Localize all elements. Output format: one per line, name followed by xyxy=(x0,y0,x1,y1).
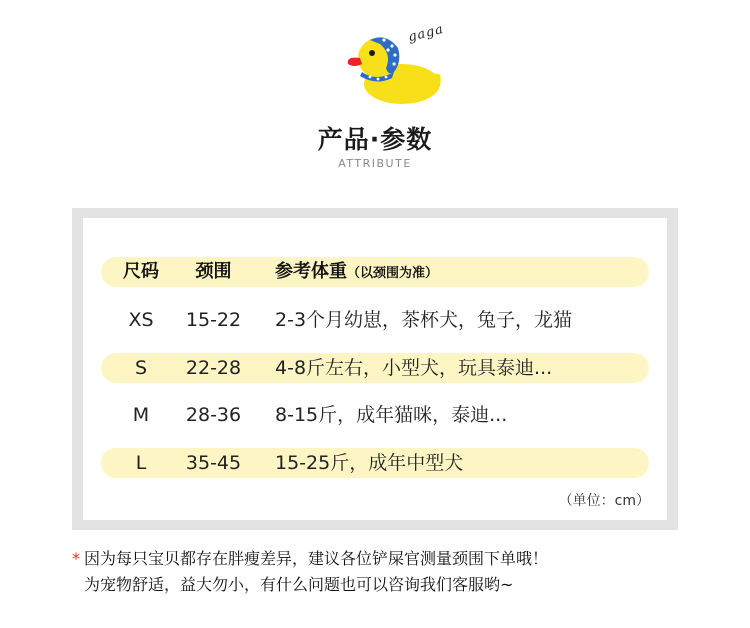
duck-mascot-icon xyxy=(340,28,450,108)
page-title: 产品·参数 xyxy=(317,125,433,154)
weight-cell: 2-3个月幼崽，茶杯犬，兔子，龙猫 xyxy=(275,309,573,331)
weight-cell: 8-15斤，成年猫咪，泰迪... xyxy=(275,404,508,426)
unit-note: （单位：cm） xyxy=(558,493,650,509)
column-header-size: 尺码 xyxy=(123,261,159,282)
size-cell: S xyxy=(134,357,148,379)
footnote-text-1: 因为每只宝贝都存在胖瘦差异，建议各位铲屎官测量颈围下单哦！ xyxy=(84,549,549,568)
table-header-row xyxy=(101,257,649,287)
column-header-weight xyxy=(275,257,438,287)
column-header-neck: 颈围 xyxy=(195,261,232,282)
neck-cell: 28-36 xyxy=(185,404,242,426)
weight-cell: 15-25斤，成年中型犬 xyxy=(275,452,464,474)
neck-cell: 15-22 xyxy=(185,309,242,331)
weight-cell: 4-8斤左右，小型犬，玩具泰迪... xyxy=(275,357,553,379)
table-row xyxy=(101,353,649,383)
neck-cell: 22-28 xyxy=(185,357,242,379)
column-header-weight-label: 参考体重 xyxy=(275,261,347,282)
duck-sound-text: gaga xyxy=(406,21,446,46)
table-row xyxy=(101,448,649,478)
size-cell: L xyxy=(135,452,147,474)
neck-cell: 35-45 xyxy=(185,452,242,474)
footnote-line-2: 为宠物舒适，益大勿小，有什么问题也可以咨询我们客服哟~ xyxy=(84,575,514,594)
size-cell: XS xyxy=(128,309,154,331)
size-cell: M xyxy=(132,404,150,426)
table-row xyxy=(101,305,649,335)
table-row xyxy=(101,400,649,430)
footnote-line-1 xyxy=(72,546,548,569)
page-subtitle: ATTRIBUTE xyxy=(338,157,412,170)
column-header-weight-note: （以颈围为准） xyxy=(347,266,439,281)
footnote-star: * xyxy=(72,549,80,568)
